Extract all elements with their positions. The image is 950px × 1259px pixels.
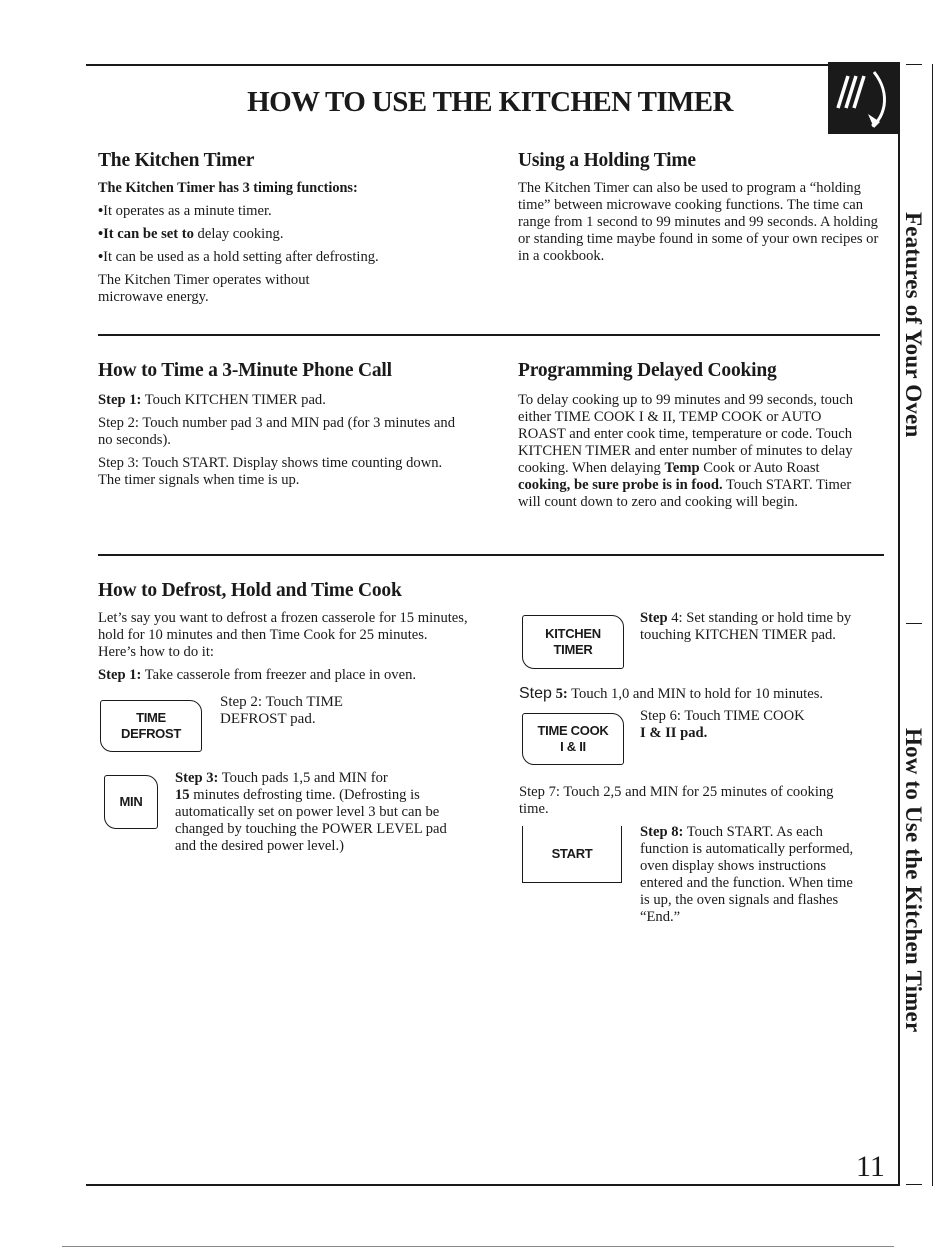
list-item: •It operates as a minute timer. [98,203,272,219]
side-tab-features: Features of Your Oven [901,212,926,438]
phone-call-heading: How to Time a 3-Minute Phone Call [98,360,392,381]
phone-step-1: Step 1: Touch KITCHEN TIMER pad. [98,392,326,408]
defrost-intro: Let’s say you want to defrost a frozen casserole for 15 minutes, hold for 10 minutes and then Time Cook for 25 minutes. Here’s how to do it: [98,610,468,660]
kitchen-timer-section [98,150,478,312]
time-cook-pad[interactable]: TIME COOK I & II [522,713,624,765]
phone-call-section [98,360,458,495]
section-divider-2 [98,554,884,556]
page-title: HOW TO USE THE KITCHEN TIMER [247,86,733,118]
kitchen-timer-note: The Kitchen Timer operates without microwave energy. [98,272,310,305]
page-number: 11 [856,1150,885,1183]
defrost-hold-heading: How to Defrost, Hold and Time Cook [98,580,402,601]
delayed-cooking-text: To delay cooking up to 99 minutes and 99 seconds, touch either TIME COOK I & II, TEMP COOK or AUTO ROAST and enter cook time, temperature or code. Touch KITCHEN TIMER and enter number of minutes to delay cooking. When delaying Temp Cook or Auto Roast cooking, be sure probe is in food. Touch START. Timer will count down to zero and cooking will begin. [518,392,853,510]
side-tick-bottom [906,1184,922,1185]
top-rule [86,64,898,66]
list-item: •It can be used as a hold setting after defrosting. [98,249,379,265]
defrost-step-4: Step 4: Set standing or hold time by touching KITCHEN TIMER pad. [640,610,852,643]
defrost-hold-section [98,580,468,690]
holding-time-section [518,150,886,271]
bottom-rule [86,1184,898,1186]
far-right-vertical-rule [932,64,933,1186]
list-item: •It can be set to delay cooking. [98,226,284,242]
kitchen-timer-heading: The Kitchen Timer [98,150,255,171]
side-tick-top [906,64,922,65]
phone-step-3: Step 3: Touch START. Display shows time counting down. The timer signals when time is up. [98,455,443,488]
defrost-step-8: Step 8: Touch START. As each function is automatically performed, oven display shows instructions entered and the function. When time is up, the oven signals and flashes “End.” [640,824,854,925]
holding-time-heading: Using a Holding Time [518,150,696,171]
defrost-step-6: Step 6: Touch TIME COOK I & II pad. [640,708,805,741]
min-pad[interactable]: MIN [104,775,158,829]
timer-logo-icon [828,62,900,134]
side-tick-middle [906,623,922,624]
defrost-step-7: Step 7: Touch 2,5 and MIN for 25 minutes of cooking time. [519,784,834,817]
delayed-cooking-heading: Programming Delayed Cooking [518,360,777,381]
kitchen-timer-pad[interactable]: KITCHEN TIMER [522,615,624,669]
time-defrost-pad[interactable]: TIME DEFROST [100,700,202,752]
start-pad[interactable]: START [522,826,622,883]
section-divider-1 [98,334,880,336]
phone-step-2: Step 2: Touch number pad 3 and MIN pad (for 3 minutes and no seconds). [98,415,455,448]
side-tab-kitchen-timer: How to Use the Kitchen Timer [901,728,926,1033]
holding-time-text: The Kitchen Timer can also be used to program a “holding time” between microwave cooking functions. The time can range from 1 second to 99 minutes and 99 seconds. A holding or standing time maybe found in some of your own recipes or in a cookbook. [518,180,879,264]
defrost-step-5: Step 5: Touch 1,0 and MIN to hold for 10 minutes. [519,685,824,702]
scan-edge-rule [62,1246,894,1247]
defrost-step-1: Step 1: Take casserole from freezer and place in oven. [98,667,417,683]
defrost-step-2: Step 2: Touch TIME DEFROST pad. [220,694,343,727]
kitchen-timer-intro: The Kitchen Timer has 3 timing functions: [98,180,358,196]
defrost-step-3: Step 3: Touch pads 1,5 and MIN for 15 minutes defrosting time. (Defrosting is automatically set on power level 3 but can be changed by touching the POWER LEVEL pad and the desired power level.) [175,770,447,854]
delayed-cooking-section [518,360,870,517]
